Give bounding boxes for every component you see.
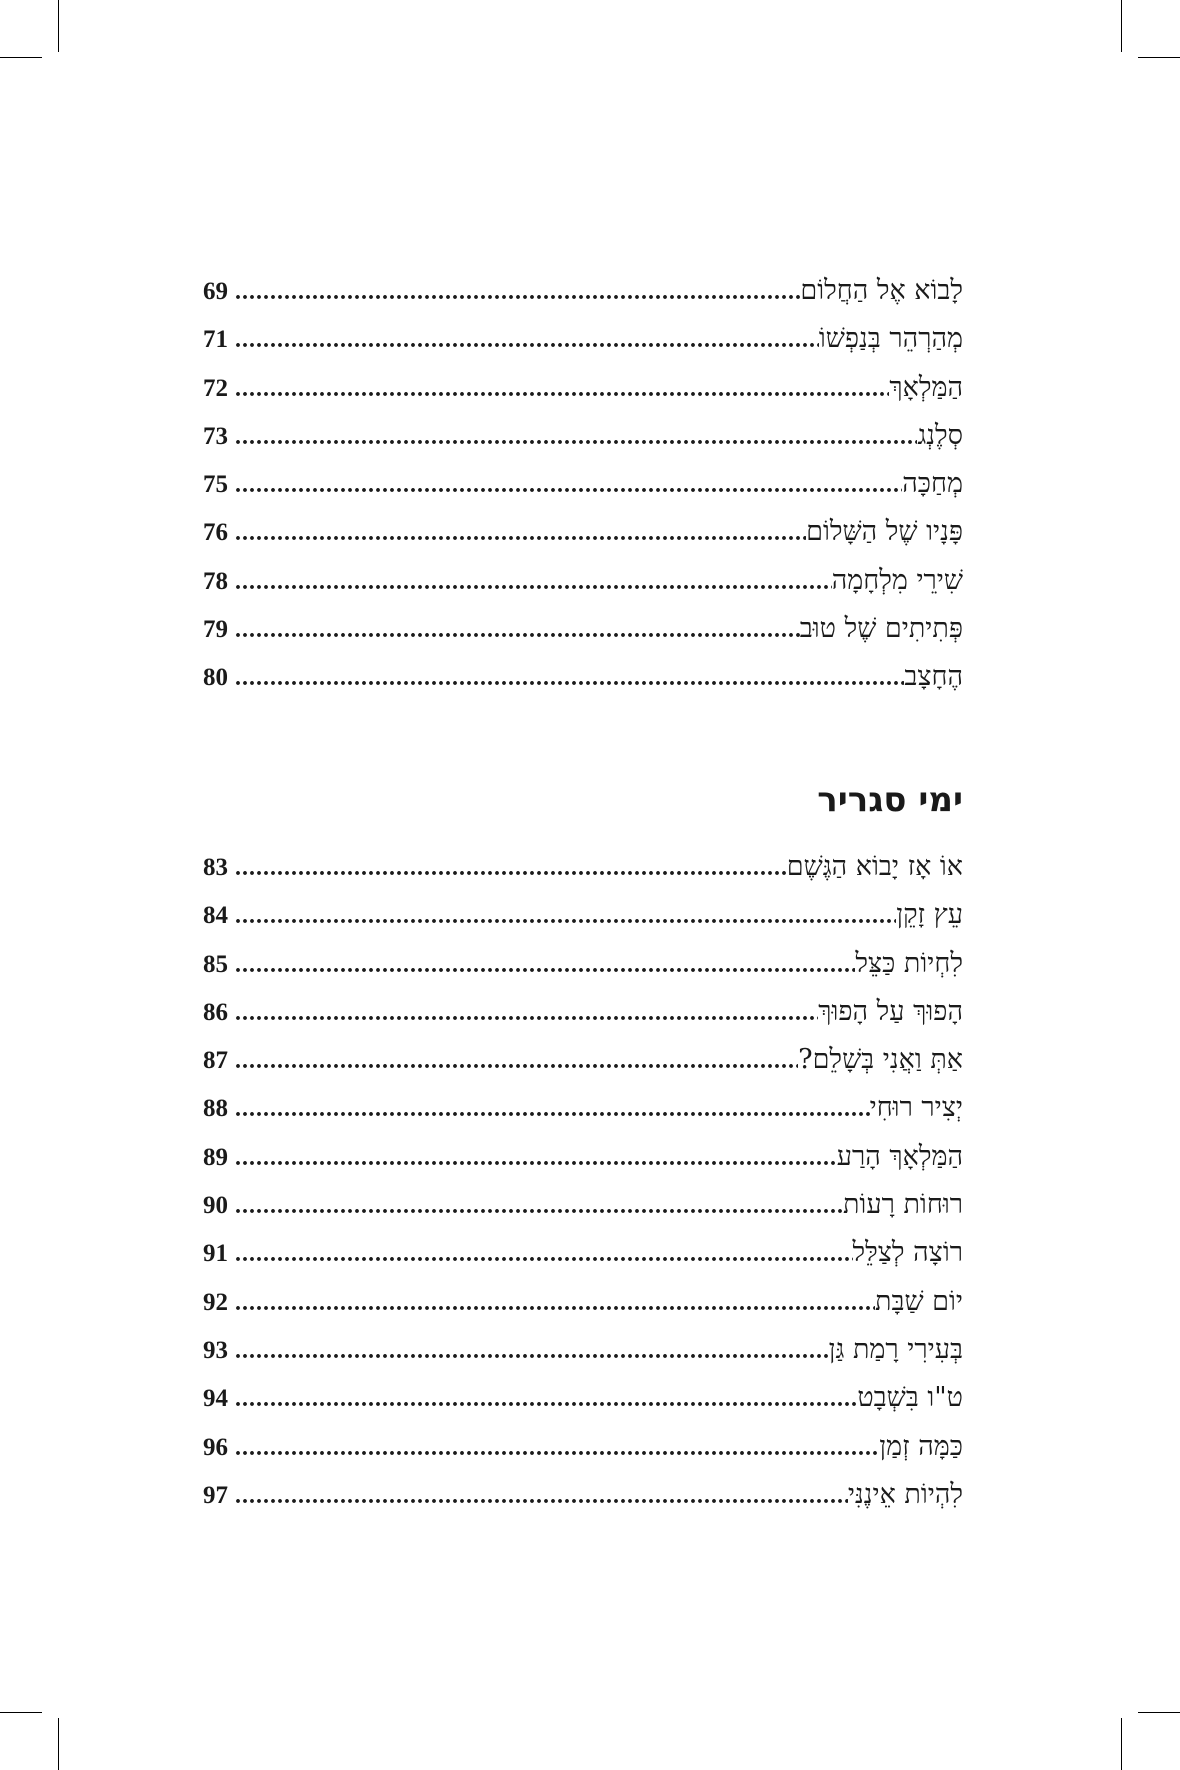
toc-entry[interactable] bbox=[203, 267, 963, 315]
toc-entry-title: פְּתִיתִים שֶׁל טוּב bbox=[799, 613, 963, 645]
dot-leader bbox=[235, 1182, 843, 1230]
toc-entry-page: 84 bbox=[203, 902, 228, 930]
toc-entry[interactable] bbox=[203, 940, 963, 988]
dot-leader bbox=[235, 1375, 857, 1423]
toc-entry[interactable] bbox=[203, 891, 963, 939]
toc-entry-page: 75 bbox=[203, 471, 228, 499]
toc-entry-page: 69 bbox=[203, 278, 228, 305]
toc-entry[interactable] bbox=[203, 412, 963, 460]
toc-entry-page: 93 bbox=[203, 1336, 228, 1364]
dot-leader bbox=[235, 654, 904, 702]
toc-entry-title: עֵץ זָקֵן bbox=[896, 899, 963, 931]
toc-entry-page: 96 bbox=[203, 1433, 228, 1461]
crop-mark bbox=[58, 0, 59, 52]
toc-entry[interactable] bbox=[203, 508, 963, 556]
toc-entry[interactable] bbox=[203, 557, 963, 605]
dot-leader bbox=[235, 892, 896, 940]
toc-entry-title: רוֹצָה לְצַלֵּל bbox=[852, 1237, 963, 1269]
toc-entry[interactable] bbox=[203, 1036, 963, 1084]
toc-entry[interactable] bbox=[203, 1181, 963, 1229]
dot-leader bbox=[235, 1327, 829, 1375]
crop-mark bbox=[1138, 1712, 1180, 1713]
toc-entry-page: 88 bbox=[203, 1095, 228, 1123]
toc-entry[interactable] bbox=[203, 1084, 963, 1132]
toc-entry-page: 87 bbox=[203, 1047, 228, 1075]
dot-leader bbox=[235, 1230, 853, 1278]
toc-entry[interactable] bbox=[203, 843, 963, 891]
toc-entry[interactable] bbox=[203, 605, 963, 653]
crop-mark bbox=[0, 57, 42, 58]
toc-entry[interactable] bbox=[203, 1133, 963, 1181]
dot-leader bbox=[235, 1279, 875, 1327]
toc-list-part2 bbox=[203, 843, 963, 1519]
crop-mark bbox=[0, 1712, 42, 1713]
toc-entry-title: שִׁירֵי מִלְחָמָה bbox=[831, 564, 963, 596]
toc-entry-title: פָּנָיו שֶׁל הַשָּׁלוֹם bbox=[806, 516, 963, 548]
crop-mark bbox=[1138, 57, 1180, 58]
dot-leader bbox=[235, 461, 902, 509]
toc-entry[interactable] bbox=[203, 1278, 963, 1326]
toc-entry-page: 71 bbox=[203, 326, 228, 354]
dot-leader bbox=[235, 365, 889, 413]
dot-leader bbox=[235, 316, 819, 364]
toc-entry-page: 76 bbox=[203, 519, 228, 547]
toc-entry-page: 97 bbox=[203, 1481, 228, 1509]
toc-list-part1 bbox=[203, 267, 963, 702]
toc-entry-title: הָפוּךְ עַל הָפוּךְ bbox=[818, 995, 963, 1027]
toc-entry-page: 92 bbox=[203, 1288, 228, 1316]
toc-entry-page: 86 bbox=[203, 998, 228, 1026]
toc-entry-title: מְהַרְהֵר בְּנַפְשׁוֹ bbox=[818, 323, 963, 355]
dot-leader bbox=[235, 606, 800, 654]
dot-leader bbox=[235, 1472, 848, 1520]
toc-entry-title: סְלֶנְג bbox=[917, 419, 963, 451]
crop-mark bbox=[1121, 1718, 1122, 1770]
toc-entry-title: מְחַכָּה bbox=[902, 468, 963, 500]
toc-entry-title: הַמַּלְאָךְ bbox=[889, 371, 963, 403]
toc-entry-title: בְּעִירִי רָמַת גַּן bbox=[828, 1333, 963, 1365]
toc-entry-page: 73 bbox=[203, 422, 228, 450]
toc-entry-page: 83 bbox=[203, 854, 228, 881]
toc-entry-page: 78 bbox=[203, 567, 228, 595]
toc-entry-title: רוּחוֹת רָעוֹת bbox=[842, 1189, 963, 1221]
toc-entry-page: 85 bbox=[203, 950, 228, 978]
dot-leader bbox=[235, 558, 832, 606]
dot-leader bbox=[235, 844, 787, 892]
toc-entry[interactable] bbox=[203, 988, 963, 1036]
toc-entry[interactable] bbox=[203, 1326, 963, 1374]
toc-entry[interactable] bbox=[203, 1423, 963, 1471]
dot-leader bbox=[235, 989, 818, 1037]
toc-entry[interactable] bbox=[203, 1374, 963, 1422]
toc-entry-page: 90 bbox=[203, 1192, 228, 1220]
toc-entry-title: אַתְּ וַאֲנִי בְּשָׁלֵם? bbox=[798, 1044, 963, 1076]
toc-entry-title: ט"ו בִּשְׁבָט bbox=[857, 1382, 963, 1414]
dot-leader bbox=[235, 1037, 798, 1085]
toc-entry-title: אוֹ אָז יָבוֹא הַגֶּשֶׁם bbox=[786, 851, 963, 882]
section-heading: ימי סגריר bbox=[817, 780, 963, 820]
toc-entry-page: 80 bbox=[203, 664, 228, 692]
toc-entry-page: 91 bbox=[203, 1240, 228, 1268]
toc-entry-title: יְצִיר רוּחִי bbox=[869, 1092, 963, 1124]
dot-leader bbox=[235, 268, 800, 316]
dot-leader bbox=[235, 941, 855, 989]
toc-entry[interactable] bbox=[203, 1471, 963, 1519]
crop-mark bbox=[58, 1718, 59, 1770]
toc-entry-title: לִחְיוֹת כַּצֵּל bbox=[855, 947, 963, 979]
toc-entry-page: 89 bbox=[203, 1143, 228, 1171]
toc-entry[interactable] bbox=[203, 315, 963, 363]
dot-leader bbox=[235, 1134, 837, 1182]
dot-leader bbox=[235, 1424, 879, 1472]
dot-leader bbox=[235, 1085, 870, 1133]
toc-entry[interactable] bbox=[203, 460, 963, 508]
toc-entry-title: הֶחָצָב bbox=[904, 661, 963, 693]
toc-entry[interactable] bbox=[203, 1229, 963, 1277]
crop-mark bbox=[1121, 0, 1122, 52]
toc-entry-title: לָבוֹא אֶל הַחֲלוֹם bbox=[800, 275, 963, 306]
toc-entry[interactable] bbox=[203, 653, 963, 701]
dot-leader bbox=[235, 413, 917, 461]
toc-entry-page: 94 bbox=[203, 1385, 228, 1413]
toc-entry-page: 72 bbox=[203, 374, 228, 402]
toc-entry-title: הַמַּלְאָךְ הָרַע bbox=[836, 1140, 963, 1172]
toc-entry-title: לִהְיוֹת אֵינֶנִּי bbox=[847, 1478, 963, 1510]
toc-entry-page: 79 bbox=[203, 616, 228, 644]
toc-entry[interactable] bbox=[203, 364, 963, 412]
toc-entry-title: כַּמָּה זְמַן bbox=[879, 1430, 963, 1462]
dot-leader bbox=[235, 509, 806, 557]
toc-entry-title: יוֹם שַׁבָּת bbox=[874, 1285, 963, 1317]
